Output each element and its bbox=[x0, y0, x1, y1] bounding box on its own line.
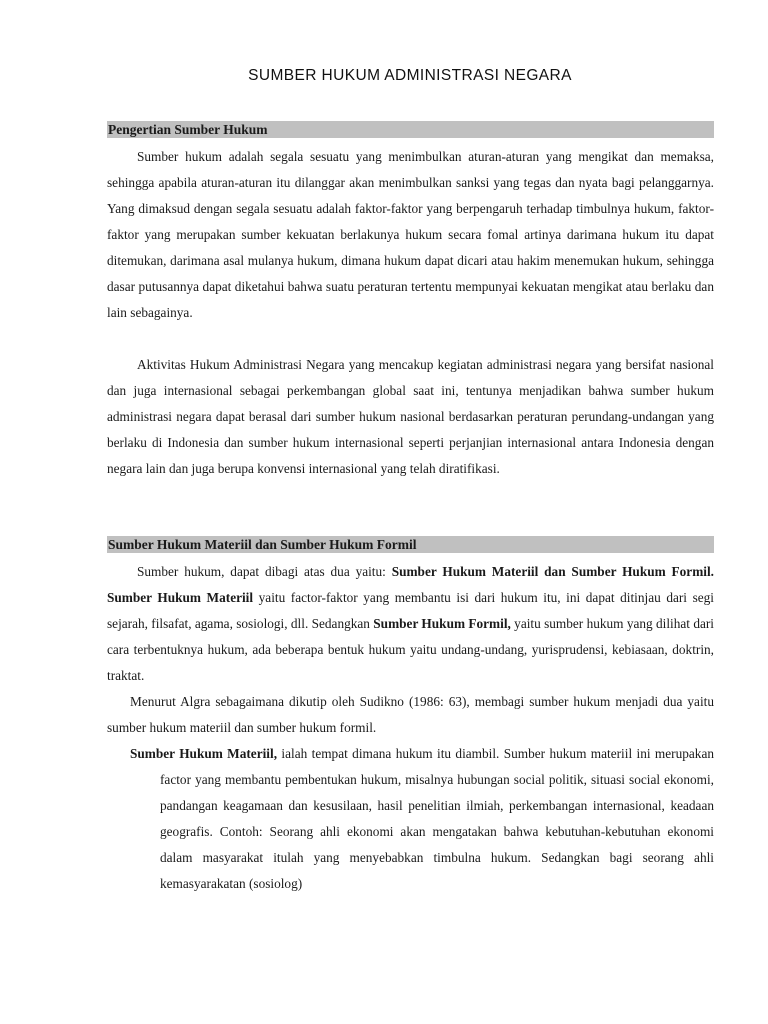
paragraph-activities: Aktivitas Hukum Administrasi Negara yang mencakup kegiatan administrasi negara yang bersifat nasional dan juga internasional sebagai perkembangan global saat ini, tentunya menjadikan bahwa sumber hukum administrasi negara dapat berasal dari sumber hukum nasional berdasarkan peraturan perundang-undangan yang berlaku di Indonesia dan sumber hukum internasional seperti perjanjian internasional antara Indonesia dengan negara lain dan juga berupa konvensi internasional yang telah diratifikasi. bbox=[107, 357, 714, 476]
document-title: SUMBER HUKUM ADMINISTRASI NEGARA bbox=[248, 67, 572, 84]
section-heading-pengertian: Pengertian Sumber Hukum bbox=[107, 121, 714, 138]
paragraph-definition: Sumber hukum adalah segala sesuatu yang menimbulkan aturan-aturan yang mengikat dan memaksa, sehingga apabila aturan-aturan itu dilanggar akan menimbulkan sanksi yang tegas dan nyata bagi pelanggarnya. Yang dimaksud dengan segala sesuatu adalah faktor-faktor yang berpengaruh terhadap timbulnya hukum, faktor-faktor yang merupakan sumber kekuatan berlakunya hukum secara fomal artinya darimana hukum itu dapat ditemukan, darimana asal mulanya hukum, dimana hukum dapat dicari atau hakim menemukan hukum, sehingga dasar putusannya dapat diketahui bahwa suatu peraturan tertentu mempunyai kekuatan mengikat atau berlaku dan lain sebagainya. bbox=[107, 149, 714, 320]
paragraph-division bbox=[107, 559, 714, 689]
paragraph-algra: Menurut Algra sebagaimana dikutip oleh Sudikno (1986: 63), membagi sumber hukum menjadi dua yaitu sumber hukum materiil dan sumber hukum formil. bbox=[107, 694, 714, 735]
section-heading-materiil-formil: Sumber Hukum Materiil dan Sumber Hukum Formil bbox=[107, 536, 714, 553]
bold-term: Sumber Hukum Materiil dan Sumber Hukum Formil. Sumber Hukum Materiil bbox=[107, 564, 714, 605]
paragraph-materiil bbox=[130, 741, 714, 897]
text-run: yaitu factor-faktor yang membantu isi dari hukum itu, ini dapat ditinjau dari segi sejarah, filsafat, agama, sosiologi, dll. Sedangkan bbox=[107, 590, 714, 631]
text-run: ialah tempat dimana hukum itu diambil. Sumber hukum materiil ini merupakan factor yang membantu pembentukan hukum, misalnya hubungan social politik, situasi social ekonomi, pandangan keagamaan dan kesusilaan, hasil penelitian ilmiah, perkembangan internasional, keadaan geografis. Contoh: Seorang ahli ekonomi akan mengatakan bahwa kebutuhan-kebutuhan ekonomi dalam masyarakat itulah yang menyebabkan timbulna hukum. Sedangkan bagi seorang ahli kemasyarakatan (sosiolog) bbox=[160, 746, 714, 891]
bold-term: Sumber Hukum Materiil, bbox=[130, 746, 278, 761]
text-run: Sumber hukum, dapat dibagi atas dua yaitu: bbox=[137, 564, 392, 579]
bold-term: Sumber Hukum Formil, bbox=[373, 616, 511, 631]
text-run: yaitu sumber hukum yang dilihat dari cara terbentuknya hukum, ada beberapa bentuk hukum yaitu undang-undang, yurisprudensi, kebiasaan, doktrin, traktat. bbox=[107, 616, 714, 683]
